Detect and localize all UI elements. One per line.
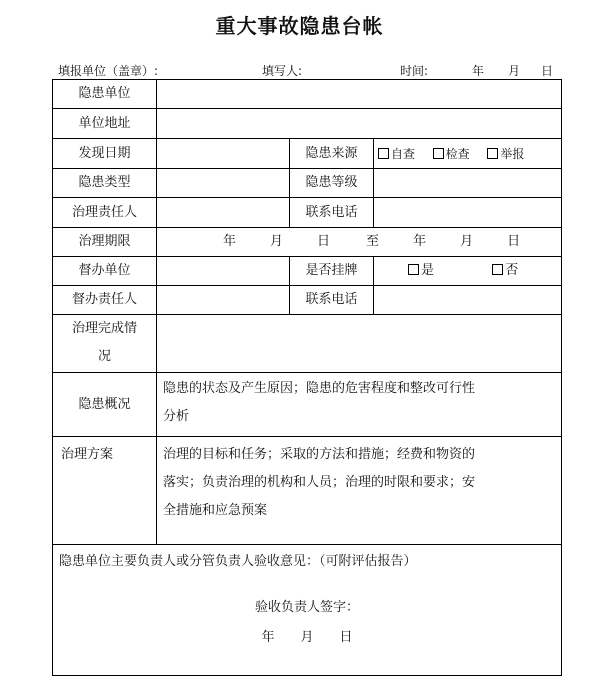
hazard-unit-label: 隐患单位	[53, 80, 157, 109]
filler-label: 填写人:	[262, 64, 303, 78]
found-date-label: 发现日期	[53, 139, 157, 169]
source-report-checkbox[interactable]	[487, 148, 498, 159]
header-month: 月	[508, 64, 521, 78]
sign-month: 月	[300, 630, 314, 645]
supervise-person-label: 督办责任人	[53, 286, 157, 315]
source-inspection-label: 检查	[445, 146, 470, 161]
deadline-start-month: 月	[270, 234, 284, 249]
overview-text-line2: 分析	[163, 409, 190, 424]
found-date-field[interactable]	[157, 139, 290, 169]
contact-phone2-label: 联系电话	[290, 286, 374, 315]
plan-text-line1: 治理的目标和任务；采取的方法和措施；经费和物资的	[163, 447, 476, 462]
completion-label-line2: 况	[97, 349, 111, 364]
hazard-level-field[interactable]	[374, 169, 562, 198]
deadline-label: 治理期限	[53, 228, 157, 257]
contact-phone-field[interactable]	[374, 198, 562, 228]
time-label: 时间:	[400, 64, 429, 78]
listed-options	[374, 257, 562, 286]
hazard-ledger-table	[52, 79, 562, 676]
header-day: 日	[541, 64, 554, 78]
source-options	[374, 139, 562, 169]
overview-label: 隐患概况	[53, 373, 157, 437]
listed-yes-checkbox[interactable]	[408, 264, 419, 275]
sign-day: 日	[339, 630, 353, 645]
sign-year: 年	[261, 630, 275, 645]
deadline-end-month: 月	[460, 234, 474, 249]
page-title: 重大事故隐患台帐	[215, 14, 384, 38]
supervise-unit-field[interactable]	[157, 257, 290, 286]
completion-label	[53, 315, 157, 373]
completion-label-line1: 治理完成情	[71, 321, 137, 336]
hazard-type-label: 隐患类型	[53, 169, 157, 198]
unit-address-label: 单位地址	[53, 109, 157, 139]
source-self-label: 自查	[391, 146, 416, 161]
completion-field[interactable]	[157, 315, 562, 373]
overview-field[interactable]	[157, 373, 562, 437]
plan-field[interactable]	[157, 437, 562, 545]
hazard-type-field[interactable]	[157, 169, 290, 198]
deadline-field[interactable]	[157, 228, 562, 257]
header-year: 年	[472, 64, 485, 78]
signature-date	[59, 624, 555, 652]
deadline-start-day: 日	[317, 234, 331, 249]
contact-phone-label: 联系电话	[290, 198, 374, 228]
plan-text-line2: 落实；负责治理的机构和人员；治理的时限和要求；安	[163, 475, 476, 490]
plan-text-line3: 全措施和应急预案	[163, 503, 268, 518]
listed-no-checkbox[interactable]	[492, 264, 503, 275]
listed-label: 是否挂牌	[290, 257, 374, 286]
plan-label: 治理方案	[53, 437, 157, 545]
supervise-unit-label: 督办单位	[53, 257, 157, 286]
source-report-label: 举报	[500, 146, 525, 161]
acceptance-section[interactable]	[53, 545, 562, 676]
listed-yes-label: 是	[421, 263, 435, 278]
resp-person-label: 治理责任人	[53, 198, 157, 228]
deadline-start-year: 年	[223, 234, 237, 249]
hazard-unit-field[interactable]	[157, 80, 562, 109]
deadline-end-year: 年	[413, 234, 427, 249]
source-label: 隐患来源	[290, 139, 374, 169]
signature-label: 验收负责人签字：	[254, 600, 359, 615]
hazard-level-label: 隐患等级	[290, 169, 374, 198]
unit-address-field[interactable]	[157, 109, 562, 139]
contact-phone2-field[interactable]	[374, 286, 562, 315]
deadline-to: 至	[366, 234, 380, 249]
acceptance-label: 隐患单位主要负责人或分管负责人验收意见：（可附评估报告）	[59, 554, 417, 569]
deadline-end-day: 日	[507, 234, 521, 249]
source-self-checkbox[interactable]	[378, 148, 389, 159]
overview-text-line1: 隐患的状态及产生原因；隐患的危害程度和整改可行性	[163, 381, 476, 396]
unit-label: 填报单位（盖章）:	[58, 64, 159, 78]
supervise-person-field[interactable]	[157, 286, 290, 315]
source-inspection-checkbox[interactable]	[433, 148, 444, 159]
resp-person-field[interactable]	[157, 198, 290, 228]
listed-no-label: 否	[505, 263, 519, 278]
